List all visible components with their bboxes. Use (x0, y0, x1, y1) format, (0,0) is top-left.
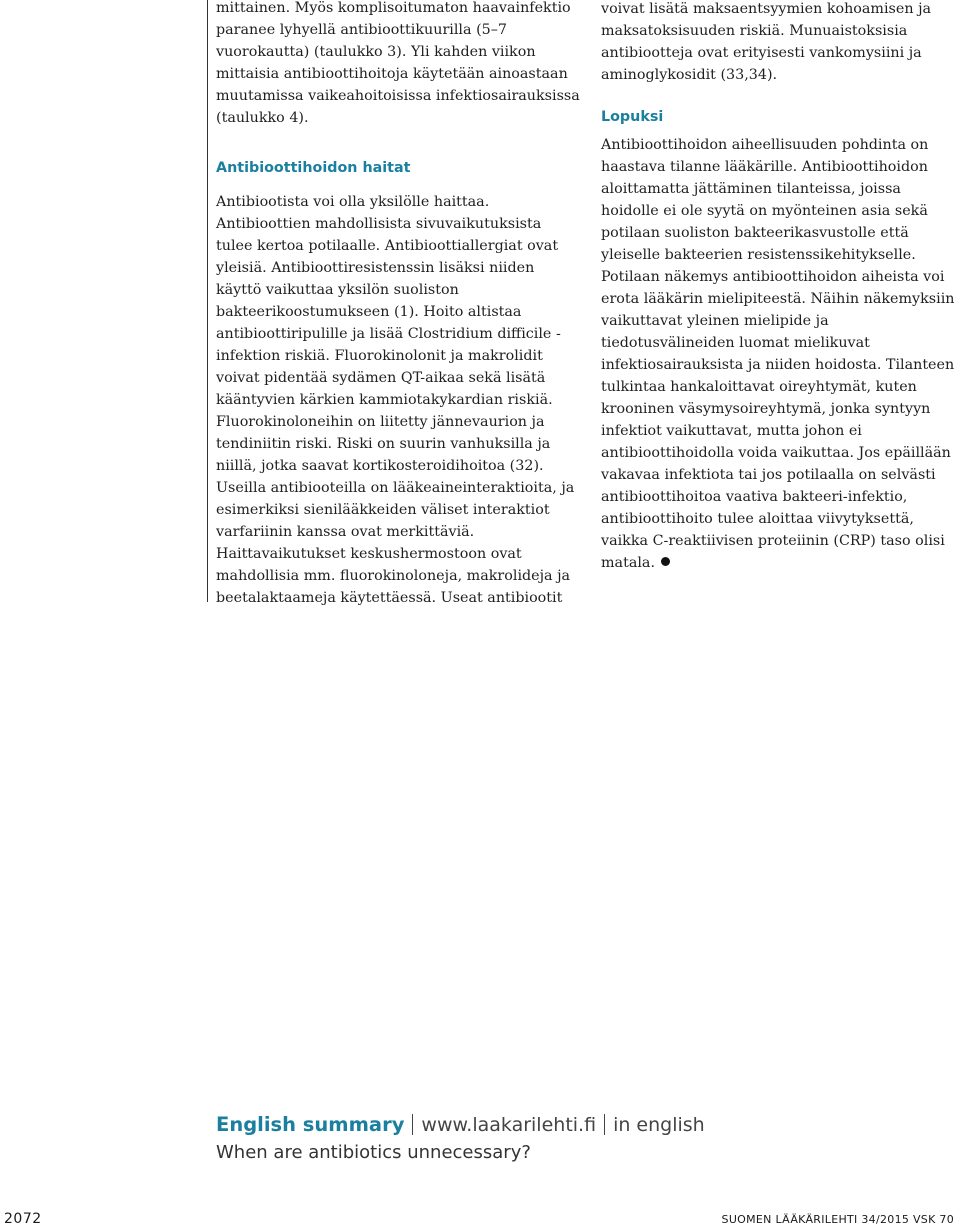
separator-bar (604, 1114, 605, 1135)
column-divider-rule (207, 0, 208, 602)
section-heading-conclusion: Lopuksi (601, 109, 664, 125)
section-link[interactable]: in english (613, 1114, 705, 1136)
website-link[interactable]: www.laakarilehti.fi (421, 1114, 597, 1136)
publication-info: SUOMEN LÄÄKÄRILEHTI 34/2015 VSK 70 (721, 1213, 954, 1226)
section-heading-antibiotic-harms: Antibioottihoidon haitat (216, 160, 411, 176)
separator-bar (412, 1114, 413, 1135)
english-summary-box (216, 1112, 916, 1165)
conclusion-text: Antibioottihoidon aiheellisuuden pohdinta on haastava tilanne lääkärille. Antibioottihoidon aloittamatta jättäminen tilanteissa, joissa hoidolle ei ole syytä on myönteinen asia sekä potilaan suoliston bakteerikasvustolle että yleiselle bakteerien resistenssikehitykselle. Potilaan näkemys antibioottihoidon aiheista voi erota lääkärin mielipiteestä. Näihin näkemyksiin vaikuttavat yleinen mielipide ja tiedotusvälineiden luomat mielikuvat infektiosairauksista ja niiden hoidosta. Tilanteen tulkintaa hankaloittavat oireyhtymät, kuten krooninen väsymysoireyhtymä, jonka syntyyn infektiot vaikuttavat, mutta johon ei antibioottihoidolla voida vaikuttaa. Jos epäillään vakavaa infektiota tai jos potilaalla on selvästi antibioottihoitoa vaativa bakteeri-infektio, antibioottihoito tulee aloittaa viivytyksettä, vaikka C-reaktiivisen proteiinin (CRP) taso olisi matala. (601, 137, 955, 571)
english-summary-header (216, 1112, 916, 1138)
left-column (216, 0, 582, 609)
end-of-article-bullet-icon (661, 557, 670, 566)
english-summary-title: English summary (216, 1113, 405, 1136)
right-column (601, 0, 959, 574)
right-intro-paragraph: voivat lisätä maksaentsyymien kohoamisen ja maksatoksisuuden riskiä. Munuaistoksisia antibiootteja ovat erityisesti vankomysiini ja aminoglykosidit (33,34). (601, 1, 932, 83)
left-body-paragraph: Antibiootista voi olla yksilölle haittaa. Antibioottien mahdollisista sivuvaikutuksista tulee kertoa potilaalle. Antibioottiallergiat ovat yleisiä. Antibioottiresistenssin lisäksi niiden käyttö vaikuttaa yksilön suoliston bakteerikoostumukseen (1). Hoito altistaa antibioottiripulille ja lisää Clostridium difficile -infektion riskiä. Fluorokinolonit ja makrolidit voivat pidentää sydämen QT-aikaa sekä lisätä kääntyvien kärkien kammiotakykardian riskiä. Fluorokinoloneihin on liitetty jännevaurion ja tendiniitin riski. Riski on suurin vanhuksilla ja niillä, jotka saavat kortikosteroidihoitoa (32). Useilla antibiooteilla on lääkeaineinteraktioita, ja esimerkiksi sienilääkkeiden väliset interaktiot varfariinin kanssa ovat merkittäviä. Haittavaikutukset keskushermostoon ovat mahdollisia mm. fluorokinoloneja, makrolideja ja beetalaktaameja käytettäessä. Useat antibiootit (216, 194, 575, 606)
right-body-paragraph (601, 134, 959, 574)
page-number: 2072 (4, 1211, 42, 1227)
english-summary-subtitle: When are antibiotics unnecessary? (216, 1142, 531, 1163)
left-intro-paragraph: mittainen. Myös komplisoitumaton haavainfektio paranee lyhyellä antibioottikuurilla (5–7 vuorokautta) (taulukko 3). Yli kahden viikon mittaisia antibioottihoitoja käytetään ainoastaan muutamissa vaikeahoitoisissa infektiosairauksissa (taulukko 4). (216, 0, 580, 126)
